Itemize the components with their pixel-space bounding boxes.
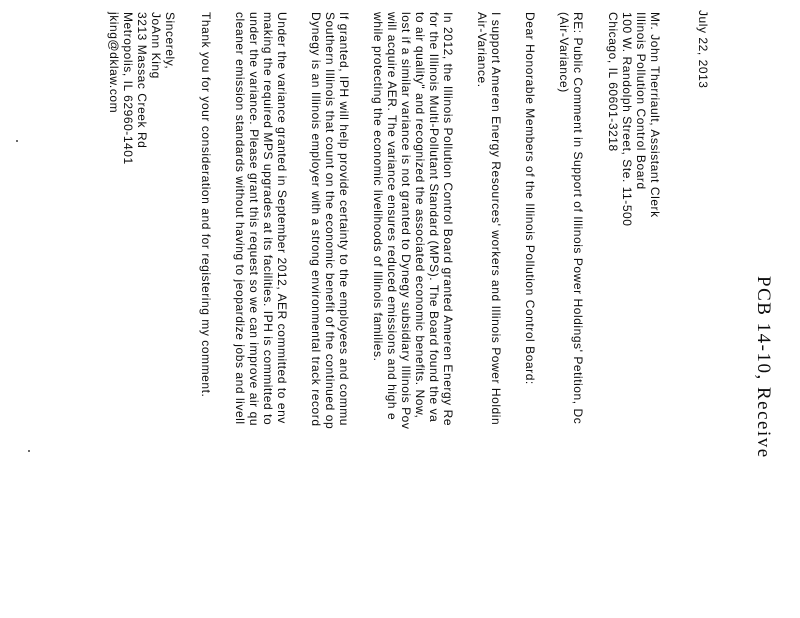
address-line: Chicago, IL 60601-3218	[606, 12, 620, 152]
letter-date: July 22, 2013	[696, 10, 710, 89]
address-line: Illinois Pollution Control Board	[634, 12, 648, 190]
address-line: Mr. John Therriault, Assistant Clerk	[648, 12, 662, 218]
receipt-stamp: PCB 14-10, Receive	[753, 276, 774, 459]
signature-line: JoAnn King	[149, 12, 163, 79]
salutation: Dear Honorable Members of the Illinois Pollution Control Board:	[523, 12, 537, 385]
signature-line: Sincerely,	[163, 12, 177, 70]
address-line: 100 W. Randolph Street, Ste. 11-500	[620, 12, 634, 227]
scanned-letter-page: PCB 14-10, Receive July 22, 2013 Mr. John Therriault, Assistant Clerk Illinois Pollution Control Board 100 W. Randolph Street, Ste. 11-500 Chicago, IL 60601-3218 RE: Public Comment in Support of Illinois Power Holdings' Petition, Dc (Air-Variance) Dear Honorable Members of the Illinois Pollution Control Board: I support Ameren Energy Resources' workers and Illinois Power Holdin Air-Variance. In 2012, the Illinois Pollution Control Board granted Ameren Energy Re for the Illinois Multi-Pollutant Standard (MPS). The Board found the va to air quality" and recognized the associated economic benefits. Now, lost if a similar variance is not granted to Dynegy subsidiary Illinois Pov will acquire AER. The variance ensures reduced emissions and high e while protecting the economic livelihoods of Illinois families. If granted, IPH will help provide certainty to the employees and commu Southern Illinois that count on the economic benefit of the continued op Dynegy is an Illinois employer with a strong environmental track record Under the variance granted in September 2012, AER committed to env making the required MPS upgrades at its facilities. IPH is committed to under the variance. Please grant this request so we can improve air qu cleaner emission standards without having to jeopardize jobs and livell Thank you for your consideration and for registering my comment. Sincerely, JoAnn King 3213 Massac Creek Rd Metropolis, IL 62960-1401 jking@dklaw.com	[0, 0, 800, 618]
signature-line: Metropolis, IL 62960-1401	[121, 12, 135, 165]
scan-speck	[28, 450, 30, 452]
signature-line: 3213 Massac Creek Rd	[135, 12, 149, 149]
signature-line: jking@dklaw.com	[107, 12, 121, 114]
scan-speck	[16, 140, 18, 142]
paragraph-5: Thank you for your consideration and for registering my comment.	[199, 12, 213, 398]
